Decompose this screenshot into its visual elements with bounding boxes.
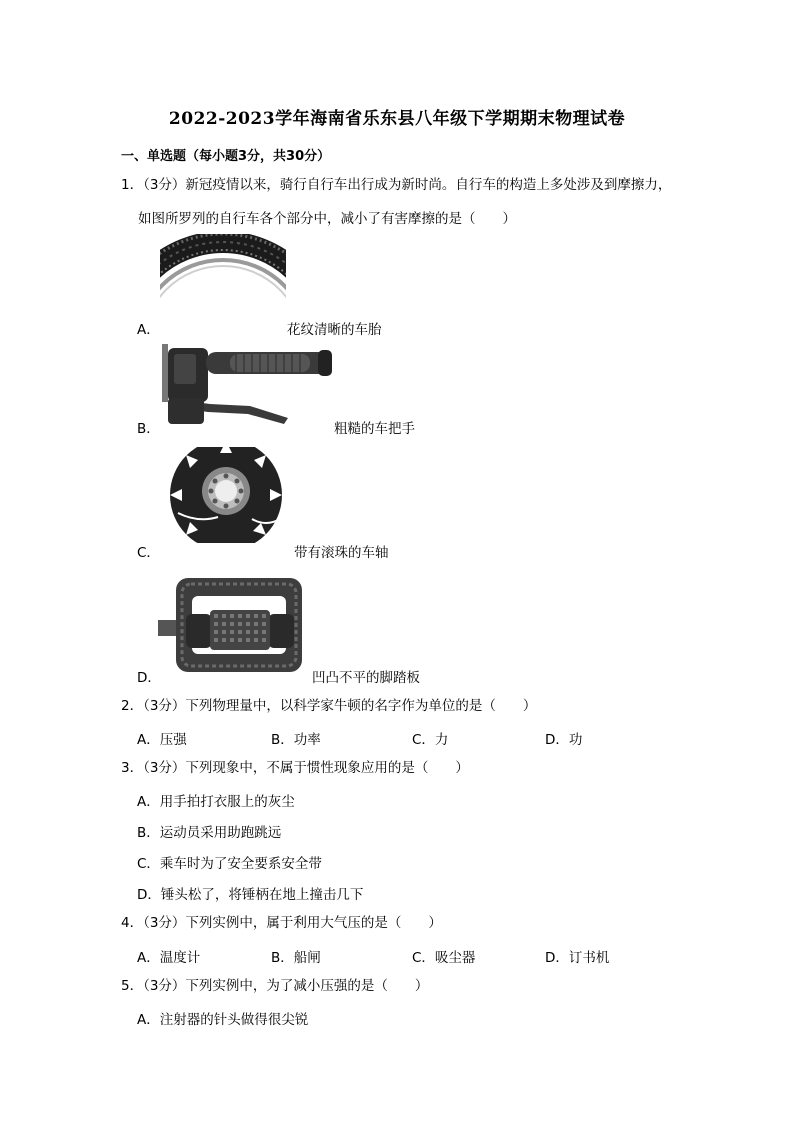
option-2c: C．力 <box>412 732 449 748</box>
option-3d: D．锤头松了，将锤柄在地上撞击几下 <box>137 887 364 903</box>
question-4-stem: 4．（3分）下列实例中，属于利用大气压的是（ ） <box>121 915 442 931</box>
option-1b-text: 粗糙的车把手 <box>334 421 415 437</box>
option-2a: A．压强 <box>137 732 187 748</box>
option-2b: B．功率 <box>271 732 321 748</box>
option-1d-text: 凹凸不平的脚踏板 <box>312 670 420 686</box>
option-1a-text: 花纹清晰的车胎 <box>287 322 382 338</box>
option-1a-letter: A． <box>137 322 160 338</box>
option-1b-letter: B． <box>137 421 160 437</box>
option-4c: C．吸尘器 <box>412 950 476 966</box>
option-4b: B．船闸 <box>271 950 321 966</box>
question-1-stem: 1．（3分）新冠疫情以来，骑行自行车出行成为新时尚。自行车的构造上多处涉及到摩擦力， <box>121 177 672 193</box>
option-3b: B．运动员采用助跑跳远 <box>137 825 282 841</box>
section-heading: 一、单选题（每小题3分，共30分） <box>121 149 331 164</box>
question-1-stem-cont: 如图所罗列的自行车各个部分中，减小了有害摩擦的是（ ） <box>138 211 516 227</box>
option-3a: A．用手拍打衣服上的灰尘 <box>137 794 295 810</box>
option-1c-text: 带有滚珠的车轴 <box>294 545 389 561</box>
option-3c: C．乘车时为了安全要系安全带 <box>137 856 322 872</box>
question-3-stem: 3．（3分）下列现象中，不属于惯性现象应用的是（ ） <box>121 760 469 776</box>
option-5a: A．注射器的针头做得很尖锐 <box>137 1012 309 1028</box>
page-title: 2022-2023学年海南省乐东县八年级下学期期末物理试卷 <box>168 109 626 129</box>
option-2d: D．功 <box>545 732 583 748</box>
question-5-stem: 5．（3分）下列实例中，为了减小压强的是（ ） <box>121 978 429 994</box>
hub-bearing-image <box>160 447 292 551</box>
option-4d: D．订书机 <box>545 950 610 966</box>
tire-image <box>160 234 286 328</box>
pedal-image <box>158 574 308 680</box>
option-4a: A．温度计 <box>137 950 201 966</box>
question-2-stem: 2．（3分）下列物理量中，以科学家牛顿的名字作为单位的是（ ） <box>121 698 537 714</box>
handlebar-grip-image <box>160 342 336 432</box>
option-1d-letter: D． <box>137 670 161 686</box>
option-1c-letter: C． <box>137 545 160 561</box>
